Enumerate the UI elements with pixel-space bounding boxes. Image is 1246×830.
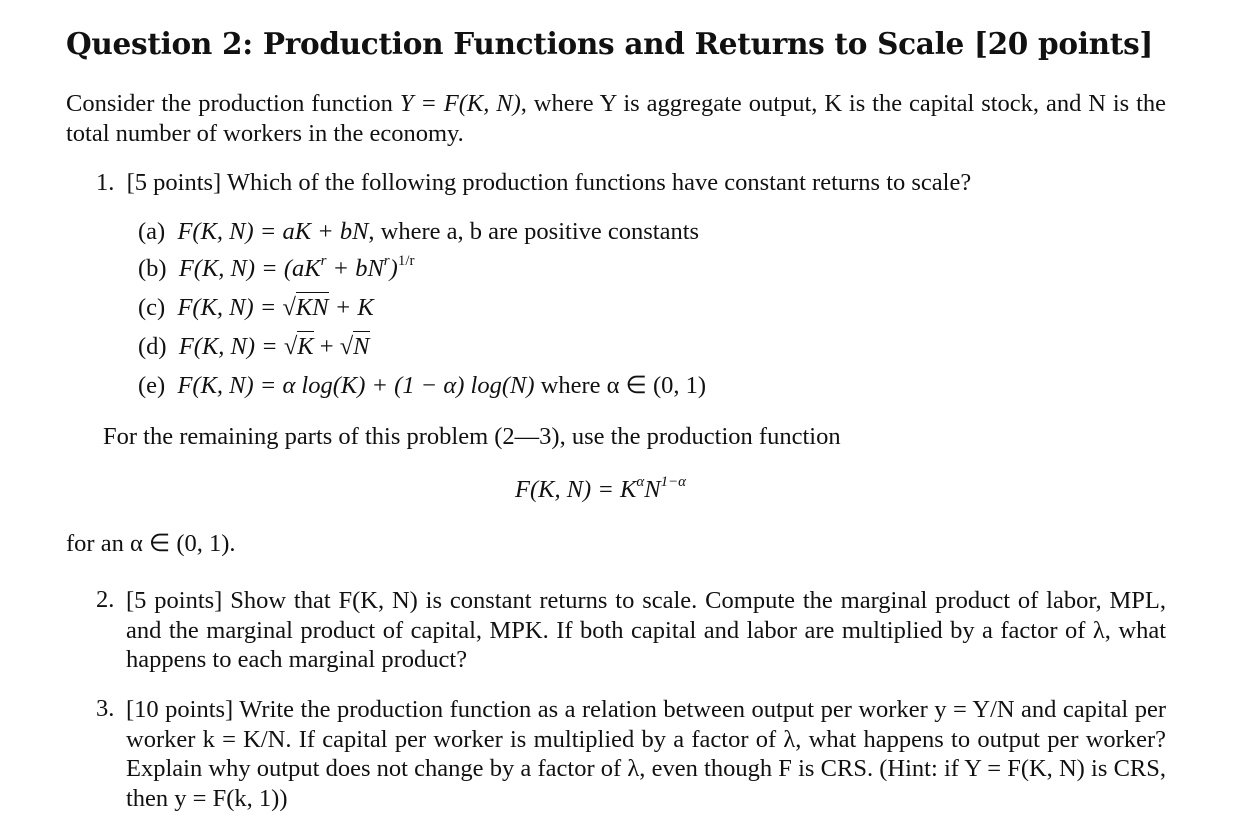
option-e-expr: F(K, N) = α log(K) + (1 − α) log(N) [177, 372, 535, 399]
option-e-note: where α ∈ (0, 1) [534, 372, 707, 399]
option-e [138, 371, 706, 401]
option-b: (b) F(K, $N) = (aK^r + bN^r)^{1/r}$ [138, 253, 415, 282]
q2-text: [5 points] Show that F(K, N) is constant returns to scale. Compute the marginal product of labor, MPL, and the marginal product of capital, MPK. If both capital and labor are multiplied by a factor of λ, what happens to each marginal product? [126, 587, 1166, 673]
option-a-expr: F(K, N) = aK + bN [177, 218, 369, 245]
production-function-equation: F(K, $N) = K^\alpha N^{1-\alpha}$ [515, 474, 687, 503]
intro-text-2: , where Y is aggregate output, K is the capital stock, and N is the total number of workers in the economy. [66, 90, 1166, 147]
main-eq-text: F(K, N) = K [515, 476, 637, 503]
option-c: (c) F(K, N) = √KN + K [138, 294, 374, 321]
question-title: Question 2: Production Functions and Returns to Scale [20 points] [66, 26, 1154, 61]
q1-number: 1. [96, 169, 115, 196]
option-d-label: (d) [138, 333, 167, 360]
option-c-label: (c) [138, 294, 166, 321]
remaining-parts-text: For the remaining parts of this problem (2—3), use the production function [103, 423, 841, 450]
option-a-label: (a) [138, 218, 166, 245]
option-d-expr: F(K, N) = [178, 333, 284, 360]
for-an-text: for an α ∈ (0, 1). [66, 530, 236, 557]
q3-number: 3. [96, 695, 115, 722]
q1-text: [5 points] Which of the following production functions have constant returns to scale? [126, 169, 972, 196]
intro-equation: Y = F(K, N) [399, 90, 521, 117]
option-c-expr: F(K, N) = [177, 294, 283, 321]
option-b-expr: F(K, N) = (aK [178, 255, 321, 282]
intro-text-1: Consider the production function [66, 90, 400, 117]
option-a [138, 217, 699, 247]
q2-number: 2. [96, 586, 115, 613]
option-a-note: , where a, b are positive constants [368, 218, 700, 245]
question-1 [96, 168, 971, 198]
option-d: (d) F(K, N) = √K + √N [138, 333, 370, 360]
option-e-label: (e) [138, 372, 166, 399]
q3-text: [10 points] Write the production function as a relation between output per worker y = Y/N and capital per worker k = K/N. If capital per worker is multiplied by a factor of λ, what happens to output per worker? Explain why output does not change by a factor of λ, even though F is CRS. (Hint: if Y = F(K, N) is CRS, then y = F(k, 1)) [126, 696, 1166, 812]
option-b-label: (b) [138, 255, 167, 282]
intro-paragraph [66, 89, 1166, 148]
